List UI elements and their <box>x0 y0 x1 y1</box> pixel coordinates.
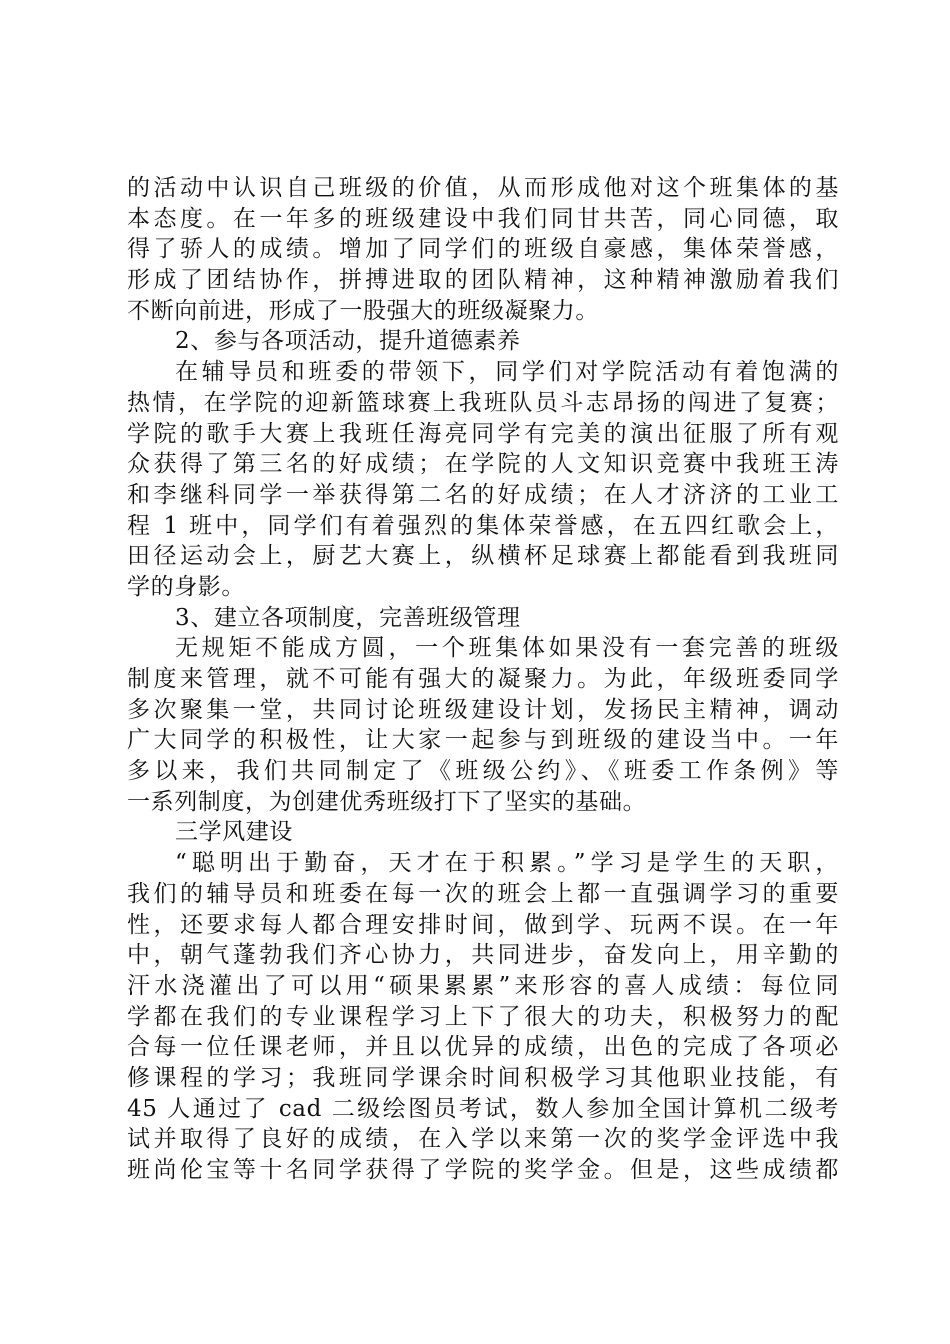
document-body <box>127 173 839 1186</box>
text-line: 的活动中认识自己班级的价值，从而形成他对这个班集体的基 <box>127 175 839 201</box>
text-line: 45 人通过了 cad 二级绘图员考试，数人参加全国计算机二级考 <box>127 1095 839 1122</box>
text-line: 多以来，我们共同制定了《班级公约》、《班委工作条例》等 <box>127 758 839 785</box>
text-line: 多次聚集一堂，共同讨论班级建设计划，发扬民主精神，调动 <box>127 696 839 723</box>
text-line: 中，朝气蓬勃我们齐心协力，共同进步，奋发向上，用辛勤的 <box>127 942 839 969</box>
text-line: 热情，在学院的迎新篮球赛上我班队员斗志昂扬的闯进了复赛； <box>127 389 839 416</box>
text-line: 众获得了第三名的好成绩；在学院的人文知识竞赛中我班王涛 <box>127 451 839 478</box>
text-line: 合每一位任课老师，并且以优异的成绩，出色的完成了各项必 <box>127 1034 839 1061</box>
text-line: 无规矩不能成方圆，一个班集体如果没有一套完善的班级 <box>175 635 839 662</box>
text-line: 制度来管理，就不可能有强大的凝聚力。为此，年级班委同学 <box>127 666 839 692</box>
text-line: 一系列制度，为创建优秀班级打下了坚实的基础。 <box>127 788 647 815</box>
text-line: 学院的歌手大赛上我班任海亮同学有完美的演出征服了所有观 <box>127 420 839 447</box>
text-line: 形成了团结协作，拼搏进取的团队精神，这种精神激励着我们 <box>127 267 839 294</box>
text-line: 学的身影。 <box>127 573 245 600</box>
text-line: 学都在我们的专业课程学习上下了很大的功夫，积极努力的配 <box>127 1003 839 1030</box>
text-line: 广大同学的积极性，让大家一起参与到班级的建设当中。一年 <box>127 727 839 754</box>
text-line: “聪明出于勤奋，天才在于积累。”学习是学生的天职， <box>175 850 839 877</box>
text-line: 得了骄人的成绩。增加了同学们的班级自豪感，集体荣誉感， <box>127 236 839 263</box>
text-line: 班尚伦宝等十名同学获得了学院的奖学金。但是，这些成绩都 <box>127 1157 839 1183</box>
text-line: 程 1 班中，同学们有着强烈的集体荣誉感，在五四红歌会上， <box>127 512 839 539</box>
section-heading: 2、参与各项活动，提升道德素养 <box>175 328 521 355</box>
text-line: 在辅导员和班委的带领下，同学们对学院活动有着饱满的 <box>175 359 839 386</box>
text-line: 修课程的学习；我班同学课余时间积极学习其他职业技能，有 <box>127 1064 839 1091</box>
section-heading: 三学风建设 <box>175 819 293 846</box>
text-line: 本态度。在一年多的班级建设中我们同甘共苦，同心同德，取 <box>127 205 839 232</box>
text-line: 我们的辅导员和班委在每一次的班会上都一直强调学习的重要 <box>127 880 839 907</box>
text-line: 田径运动会上，厨艺大赛上，纵横杯足球赛上都能看到我班同 <box>127 543 839 570</box>
text-line: 试并取得了良好的成绩，在入学以来第一次的奖学金评选中我 <box>127 1126 839 1153</box>
text-line: 性，还要求每人都合理安排时间，做到学、玩两不误。在一年 <box>127 911 839 938</box>
section-heading: 3、建立各项制度，完善班级管理 <box>175 604 521 631</box>
text-line: 汗水浇灌出了可以用“硕果累累”来形容的喜人成绩：每位同 <box>127 972 839 999</box>
text-line: 不断向前进，形成了一股强大的班级凝聚力。 <box>127 297 599 324</box>
text-line: 和李继科同学一举获得第二名的好成绩；在人才济济的工业工 <box>127 481 839 508</box>
